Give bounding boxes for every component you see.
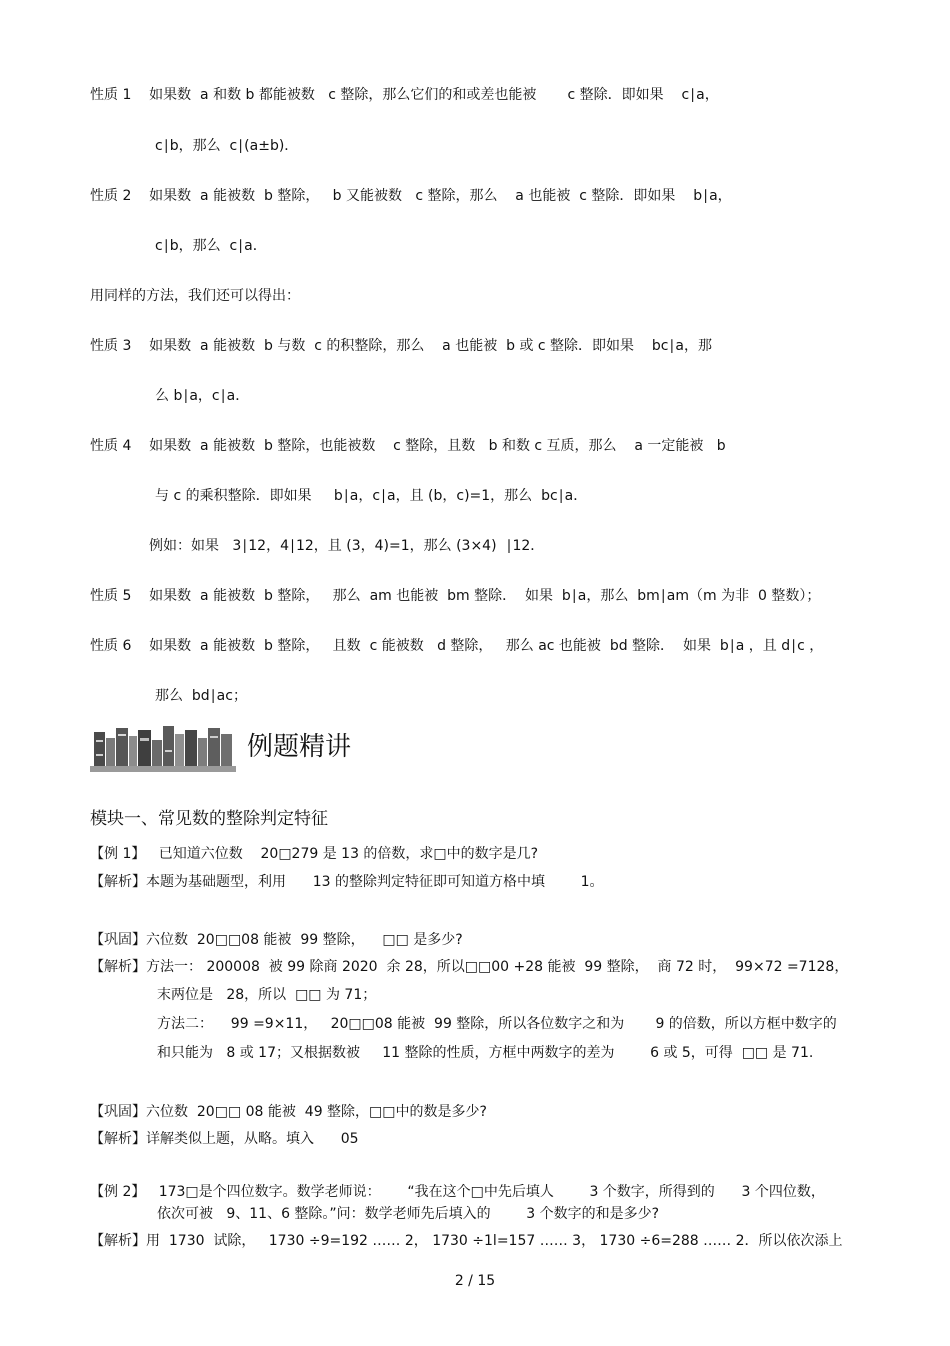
example-2-solution: 【解析】用 1730 试除， 1730 ÷9=192 …… 2， 1730 ÷1l=157 …… 3， 1730 ÷6=288 …… 2．所以依次添上 [90, 1233, 843, 1249]
property-5-line-1: 性质 5 如果数 a 能被数 b 整除， 那么 am 也能被 bm 整除． 如果 b∣a，那么 bm∣am（m 为非 0 整数）； [90, 588, 821, 604]
property-4-line-1: 性质 4 如果数 a 能被数 b 整除，也能被数 c 整除，且数 b 和数 c 互质，那么 a 一定能被 b [90, 438, 726, 454]
property-3-line-2: 么 b∣a，c∣a． [155, 388, 250, 404]
property-6-line-2: 那么 bd∣ac； [155, 688, 247, 704]
example-2-line-1: 【例 2】 173□是个四位数字。数学老师说： “我在这个□中先后填人 3 个数字，所得到的 3 个四位数， [90, 1184, 825, 1200]
property-3-line-1: 性质 3 如果数 a 能被数 b 与数 c 的积整除，那么 a 也能被 b 或 c 整除．即如果 bc∣a，那 [90, 338, 713, 354]
practice-1: 【巩固】六位数 20□□08 能被 99 整除， □□ 是多少? [90, 932, 463, 948]
property-2-line-2: c∣b，那么 c∣a． [155, 238, 267, 254]
property-1-line-2: c∣b，那么 c∣(a±b)． [155, 138, 299, 154]
example-2-line-2: 依次可被 9、11、6 整除。”问：数学老师先后填入的 3 个数字的和是多少? [157, 1206, 660, 1222]
practice-1-solution-line-1: 【解析】方法一： 200008 被 99 除商 2020 余 28，所以□□00 +28 能被 99 整除， 商 72 时， 99×72 =7128， [90, 959, 849, 975]
practice-1-solution-line-2: 末两位是 28，所以 □□ 为 71； [157, 987, 377, 1003]
practice-1-solution-line-3: 方法二： 99 =9×11， 20□□08 能被 99 整除，所以各位数字之和为 9 的倍数，所以方框中数字的 [157, 1016, 837, 1032]
page-number: 2 / 15 [454, 1273, 496, 1289]
module-title: 模块一、常见数的整除判定特征 [90, 809, 328, 829]
property-6-line-1: 性质 6 如果数 a 能被数 b 整除， 且数 c 能被数 d 整除， 那么 ac 也能被 bd 整除． 如果 b∣a ，且 d∣c ， [90, 638, 824, 654]
property-4-example: 例如：如果 3∣12，4∣12，且 (3，4)=1，那么 (3×4) ∣12． [149, 538, 545, 554]
property-1-line-1: 性质 1 如果数 a 和数 b 都能被数 c 整除，那么它们的和或差也能被 c 整除．即如果 c∣a， [90, 87, 719, 103]
transition-line: 用同样的方法，我们还可以得出： [90, 288, 300, 304]
books-icon [90, 720, 236, 774]
section-title: 例题精讲 [247, 732, 352, 762]
property-4-line-2: 与 c 的乘积整除．即如果 b∣a，c∣a，且 (b，c)=1，那么 bc∣a． [155, 488, 588, 504]
example-1: 【例 1】 已知道六位数 20□279 是 13 的倍数，求□中的数字是几? [90, 846, 539, 862]
practice-2: 【巩固】六位数 20□□ 08 能被 49 整除，□□中的数是多少? [90, 1104, 487, 1120]
section-heading [90, 720, 420, 774]
practice-1-solution-line-4: 和只能为 8 或 17；又根据数被 11 整除的性质，方框中两数字的差为 6 或 5，可得 □□ 是 71. [157, 1045, 814, 1061]
example-1-solution: 【解析】本题为基础题型，利用 13 的整除判定特征即可知道方格中填 1。 [90, 874, 604, 890]
practice-2-solution: 【解析】详解类似上题，从略。填入 05 [90, 1131, 359, 1147]
property-2-line-1: 性质 2 如果数 a 能被数 b 整除， b 又能被数 c 整除，那么 a 也能被 c 整除．即如果 b∣a， [90, 188, 732, 204]
